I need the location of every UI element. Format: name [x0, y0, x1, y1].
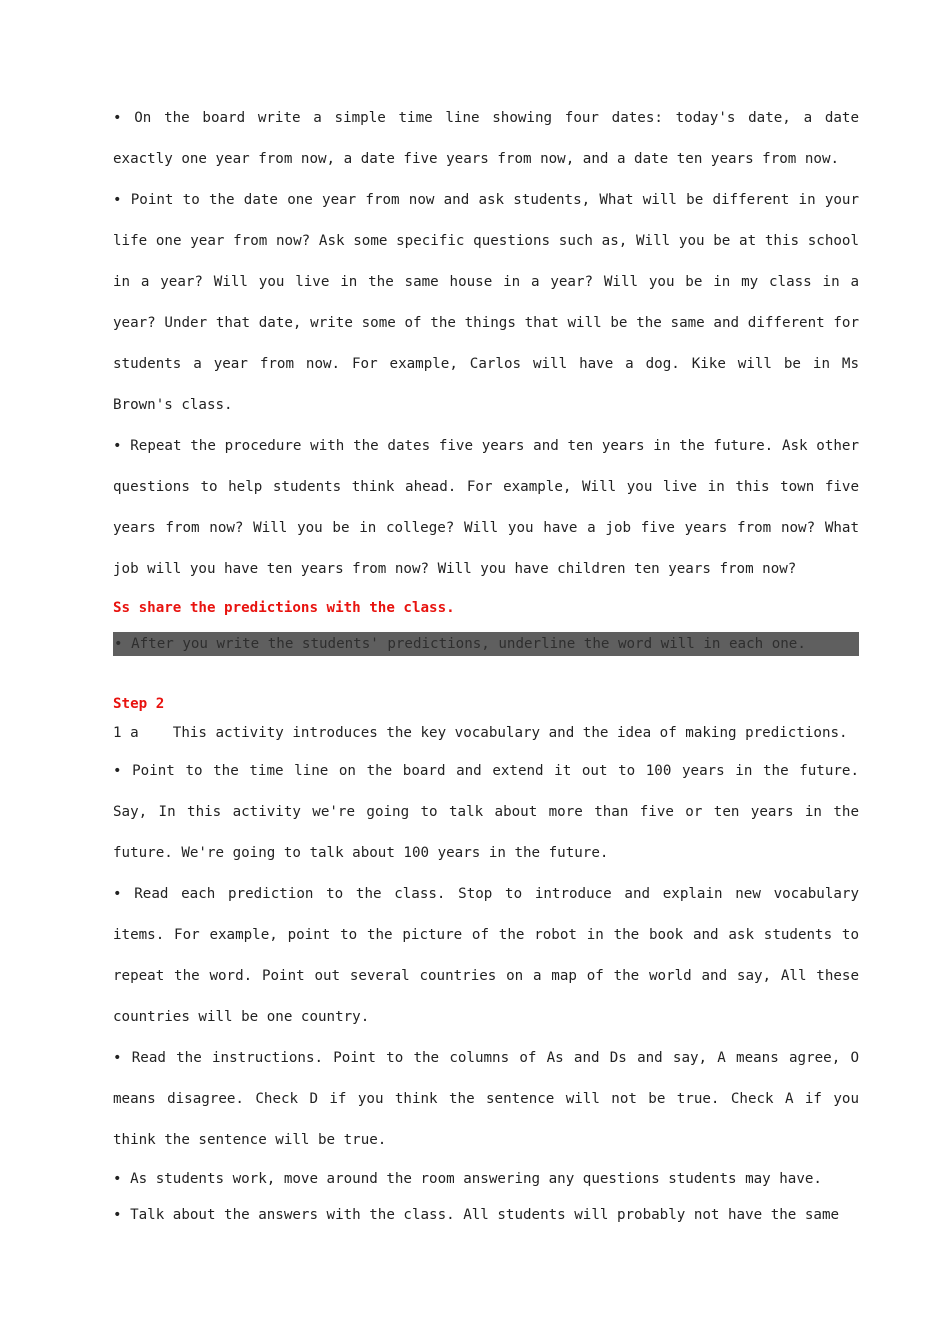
paragraph-one-year: • Point to the date one year from now and ask students, What will be different in your life one year from now? Ask some specific questions such as, Will you be at this school in a year? Will you live in the same house in a year? Will you be in my class in a year? Under that date, write some of the things that will be the same and different for students a year from now. For example, Carlos will have a dog. Kike will be in Ms Brown's class. [113, 192, 859, 413]
paragraph-repeat-procedure: • Repeat the procedure with the dates five years and ten years in the future. Ask other questions to help students think ahead. For example, Will you live in this town five years from now? Will you be in college? Will you have a job five years from now? What job will you have ten years from now? Will you have children ten years from now? [113, 438, 859, 577]
paragraph-instructions: • Read the instructions. Point to the columns of As and Ds and say, A means agree, O means disagree. Check D if you think the sentence will not be true. Check A if you think the sentence will be true. [113, 1050, 859, 1148]
document-body [113, 98, 859, 1233]
activity-intro: 1 a This activity introduces the key vocabulary and the idea of making predictions. [113, 725, 848, 741]
paragraph-talk-answers: • Talk about the answers with the class. All students will probably not have the same [113, 1207, 840, 1223]
step-heading: Step 2 [113, 696, 165, 712]
paragraph-extend-timeline: • Point to the time line on the board and extend it out to 100 years in the future. Say, In this activity we're going to talk about more than five or ten years in the future. We're going to talk about 100 years in the future. [113, 763, 859, 861]
paragraph-timeline: • On the board write a simple time line showing four dates: today's date, a date exactly one year from now, a date five years from now, and a date ten years from now. [113, 110, 859, 167]
highlighted-line: • After you write the students' predictions, underline the word will in each one. [113, 632, 859, 656]
paragraph-read-prediction: • Read each prediction to the class. Stop to introduce and explain new vocabulary items. For example, point to the picture of the robot in the book and ask students to repeat the word. Point out several countries on a map of the world and say, All these countries will be one country. [113, 886, 859, 1025]
red-note: Ss share the predictions with the class. [113, 600, 455, 616]
paragraph-students-work: • As students work, move around the room answering any questions students may have. [113, 1171, 822, 1187]
